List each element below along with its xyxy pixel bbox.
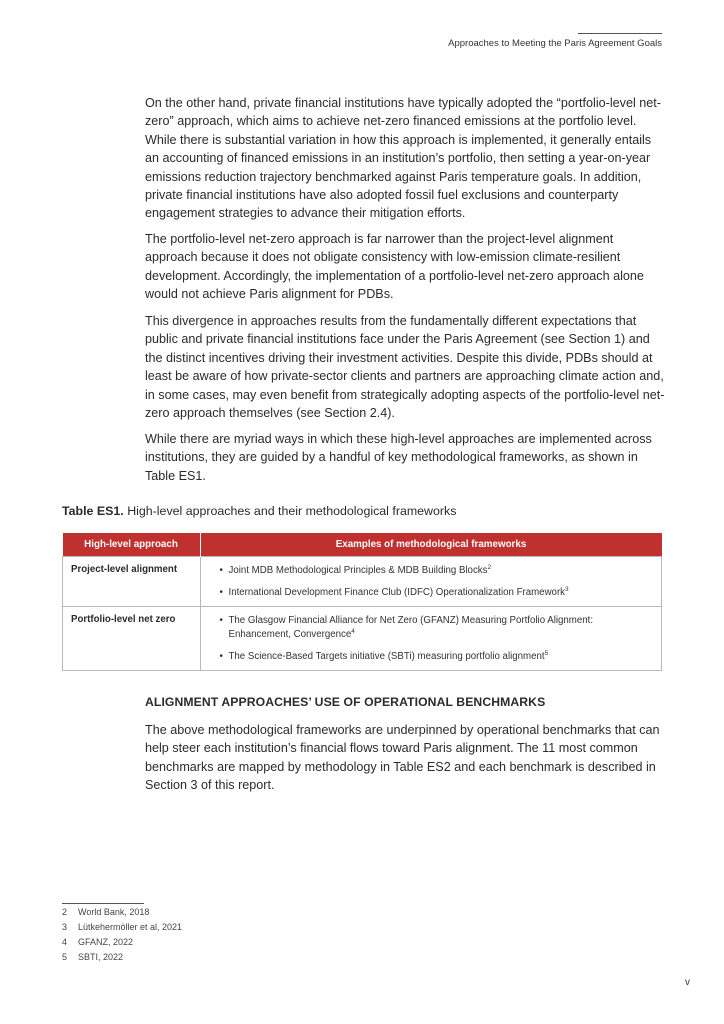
table-row xyxy=(63,607,662,671)
paragraph-3: This divergence in approaches results from the fundamentally different expectations that public and private financial institutions face under the Paris Agreement (see Section 1) and the distinct incentives driving their investment activities. Despite this divide, PDBs should at least be aware of how private-sector clients and partners are approaching climate action and, in some cases, may even benefit from strategically adopting aspects of the portfolio-level net-zero approach themselves (see Section 2.4). xyxy=(145,314,665,421)
framework-text: Joint MDB Methodological Principles & MDB Building Blocks xyxy=(228,565,488,576)
footnote-text: World Bank, 2018 xyxy=(78,907,150,917)
framework-item xyxy=(220,650,652,664)
footnote xyxy=(62,905,182,920)
page-number: v xyxy=(685,977,690,988)
table-caption-label: Table ES1. xyxy=(62,504,124,518)
framework-list xyxy=(201,557,662,606)
footnote-ref: 4 xyxy=(351,627,355,635)
frameworks-table xyxy=(62,533,662,671)
framework-text: The Glasgow Financial Alliance for Net Zero (GFANZ) Measuring Portfolio Alignment: Enhancement, Convergence xyxy=(228,615,594,640)
footnote-text: GFANZ, 2022 xyxy=(78,937,134,947)
row-approach-label: Project-level alignment xyxy=(63,557,201,607)
section-heading: ALIGNMENT APPROACHES’ USE OF OPERATIONAL BENCHMARKS xyxy=(145,695,546,709)
row-approach-label: Portfolio-level net zero xyxy=(63,607,201,671)
row-frameworks-cell xyxy=(200,557,662,607)
header-rule xyxy=(578,33,662,34)
framework-text: The Science-Based Targets initiative (SBTi) measuring portfolio alignment xyxy=(228,651,545,662)
section-paragraph: The above methodological frameworks are underpinned by operational benchmarks that can help steer each institution’s financial flows toward Paris alignment. The 11 most common benchmarks are mapped by methodology in Table ES2 and each benchmark is described in Section 3 of this report. xyxy=(145,723,660,793)
footnote-ref: 2 xyxy=(487,563,492,571)
footnotes xyxy=(62,905,182,965)
footnote xyxy=(62,935,182,950)
footnote-text: SBTI, 2022 xyxy=(78,952,124,962)
footnote-number: 5 xyxy=(62,952,68,962)
framework-text: International Development Finance Club (IDFC) Operationalization Framework xyxy=(228,587,566,598)
footnote xyxy=(62,950,182,965)
framework-item xyxy=(220,614,652,642)
footnote-number: 2 xyxy=(62,907,68,917)
framework-list xyxy=(201,607,662,670)
table-row xyxy=(63,557,662,607)
framework-item xyxy=(220,586,652,600)
footnote-text: Lütkehermöller et al, 2021 xyxy=(78,922,183,932)
paragraph-1: On the other hand, private financial institutions have typically adopted the “portfolio-level net-zero” approach, which aims to achieve net-zero financed emissions at the portfolio level. While there is substantial variation in how this approach is implemented, it generally entails an accounting of financed emissions in an institution’s portfolio, then setting a year-on-year emissions reduction trajectory benchmarked against Paris temperature goals. In addition, private financial institutions have also adopted fossil fuel exclusions and counterparty engagement strategies to advance their mitigation efforts. xyxy=(145,96,661,221)
running-header: Approaches to Meeting the Paris Agreement Goals xyxy=(448,38,662,49)
footnote-number: 3 xyxy=(62,922,68,932)
footnote-ref: 3 xyxy=(565,585,569,593)
footnote-rule xyxy=(62,903,144,904)
paragraph-2: The portfolio-level net-zero approach is far narrower than the project-level alignment approach because it does not obligate consistency with low-emission climate-resilient development. Accordingly, the implementation of a portfolio-level net-zero approach alone would not achieve Paris alignment for PDBs. xyxy=(145,232,644,302)
table-header-row xyxy=(63,533,662,557)
framework-item xyxy=(220,564,652,578)
footnote-number: 4 xyxy=(62,937,68,947)
header-frameworks: Examples of methodological frameworks xyxy=(200,533,662,557)
footnote-ref: 5 xyxy=(544,649,549,657)
paragraph-4: While there are myriad ways in which these high-level approaches are implemented across institutions, they are guided by a handful of key methodological frameworks, as shown in Table ES1. xyxy=(145,432,652,483)
table-caption xyxy=(62,504,456,518)
footnote xyxy=(62,920,182,935)
table-caption-text: High-level approaches and their methodological frameworks xyxy=(123,504,457,518)
header-approach: High-level approach xyxy=(63,533,201,557)
row-frameworks-cell xyxy=(200,607,662,671)
